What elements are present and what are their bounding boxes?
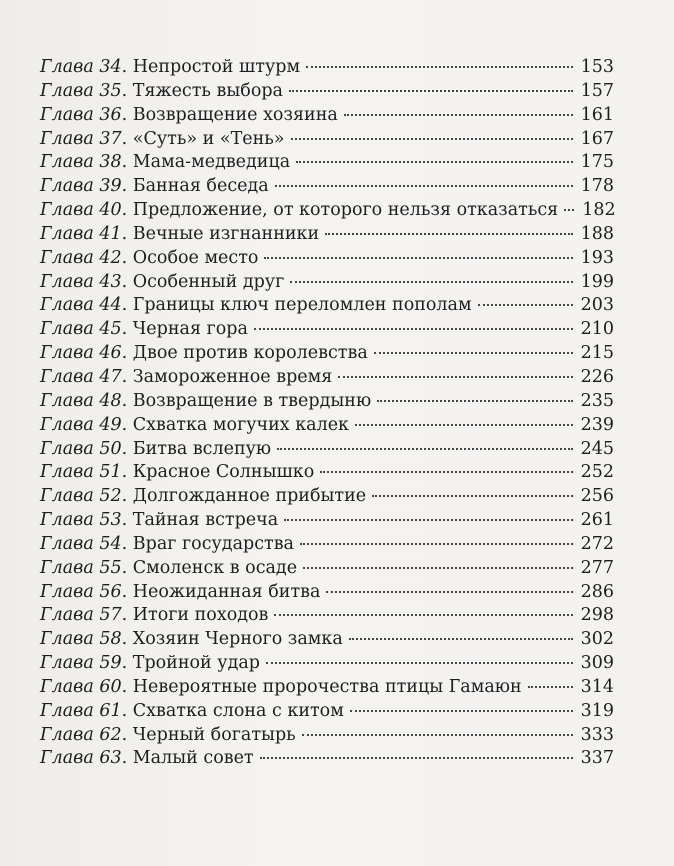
page-number: 188: [580, 223, 614, 244]
chapter-label: Глава 58: [40, 629, 122, 650]
toc-entry: [40, 175, 614, 199]
dot-leader: [350, 710, 573, 712]
chapter-label: Глава 42: [40, 247, 122, 268]
dot-leader: [284, 519, 572, 521]
chapter-label: Глава 56: [40, 581, 122, 602]
dot-leader: [325, 233, 572, 235]
label-separator: .: [121, 653, 133, 674]
label-separator: .: [121, 223, 133, 244]
chapter-title: Черный богатырь: [132, 724, 296, 745]
chapter-title: Предложение, от которого нельзя отказаться: [132, 200, 559, 221]
label-separator: .: [121, 557, 133, 578]
page-number: 256: [580, 486, 614, 507]
label-separator: .: [121, 57, 133, 77]
toc-entry: [40, 652, 614, 676]
label-separator: .: [121, 486, 133, 507]
dot-leader: [254, 328, 573, 330]
label-separator: .: [121, 271, 133, 292]
label-separator: .: [121, 104, 133, 125]
chapter-label: Глава 53: [40, 510, 122, 531]
page-number: 239: [580, 414, 614, 435]
page-number: 314: [580, 676, 614, 697]
dot-leader: [291, 138, 573, 140]
chapter-label: Глава 57: [40, 605, 122, 626]
toc-entry: [40, 128, 614, 152]
dot-leader: [564, 209, 574, 211]
chapter-label: Глава 44: [40, 295, 122, 316]
chapter-title: Замороженное время: [132, 366, 333, 387]
chapter-label: Глава 34: [40, 57, 122, 77]
chapter-title: Итоги походов: [132, 605, 269, 626]
page-number: 226: [580, 366, 614, 387]
page-number: 333: [580, 724, 614, 745]
label-separator: .: [121, 343, 133, 364]
chapter-label: Глава 38: [40, 152, 122, 173]
label-separator: .: [121, 605, 133, 626]
toc-entry: [40, 390, 614, 414]
page-number: 203: [580, 295, 614, 316]
chapter-title: Тройной удар: [132, 653, 260, 674]
chapter-label: Глава 60: [40, 676, 122, 697]
dot-leader: [302, 734, 573, 736]
chapter-title: Долгожданное прибытие: [132, 486, 367, 507]
chapter-label: Глава 54: [40, 533, 122, 554]
chapter-title: Схватка слона с китом: [132, 700, 344, 721]
label-separator: .: [121, 414, 133, 435]
chapter-label: Глава 52: [40, 486, 122, 507]
chapter-label: Глава 39: [40, 176, 122, 197]
toc-entry: [40, 676, 614, 700]
chapter-title: Неожиданная битва: [132, 581, 321, 602]
chapter-title: Смоленск в осаде: [132, 557, 298, 578]
page-number: 210: [580, 319, 614, 340]
chapter-title: Возвращение хозяина: [132, 104, 338, 125]
chapter-label: Глава 45: [40, 319, 122, 340]
chapter-title: Тяжесть выбора: [132, 80, 283, 101]
toc-entry: [40, 628, 614, 652]
chapter-label: Глава 35: [40, 80, 122, 101]
label-separator: .: [121, 462, 133, 483]
label-separator: .: [121, 128, 133, 149]
dot-leader: [264, 257, 572, 259]
page-number: 178: [580, 176, 614, 197]
toc-entry: [40, 557, 614, 581]
toc-entry: [40, 56, 614, 80]
toc-entry: [40, 724, 614, 748]
chapter-title: Особенный друг: [132, 271, 285, 292]
toc-entry: [40, 199, 614, 223]
chapter-title: Красное Солнышко: [132, 462, 315, 483]
page-number: 167: [580, 128, 614, 149]
label-separator: .: [121, 200, 133, 221]
label-separator: .: [121, 295, 133, 316]
table-of-contents: [40, 56, 614, 771]
page-number: 161: [580, 104, 614, 125]
chapter-label: Глава 51: [40, 462, 122, 483]
toc-entry: [40, 414, 614, 438]
dot-leader: [374, 352, 573, 354]
label-separator: .: [121, 390, 133, 411]
label-separator: .: [121, 366, 133, 387]
dot-leader: [306, 66, 573, 68]
dot-leader: [478, 304, 573, 306]
dot-leader: [300, 543, 573, 545]
toc-entry: [40, 700, 614, 724]
dot-leader: [377, 400, 572, 402]
toc-entry: [40, 294, 614, 318]
chapter-title: Битва вслепую: [132, 438, 272, 459]
dot-leader: [289, 90, 573, 92]
toc-entry: [40, 438, 614, 462]
dot-leader: [344, 114, 573, 116]
dot-leader: [290, 281, 572, 283]
toc-entry: [40, 581, 614, 605]
dot-leader: [275, 185, 573, 187]
chapter-label: Глава 46: [40, 343, 122, 364]
chapter-label: Глава 63: [40, 748, 122, 769]
label-separator: .: [121, 581, 133, 602]
dot-leader: [266, 662, 573, 664]
page-number: 261: [580, 510, 614, 531]
toc-entry: [40, 104, 614, 128]
toc-entry: [40, 80, 614, 104]
chapter-title: Хозяин Черного замка: [132, 629, 343, 650]
chapter-title: «Суть» и «Тень»: [132, 128, 285, 149]
page-number: 215: [580, 343, 614, 364]
label-separator: .: [121, 510, 133, 531]
page-number: 182: [582, 200, 616, 221]
chapter-title: Схватка могучих калек: [132, 414, 349, 435]
chapter-title: Возвращение в твердыню: [132, 390, 372, 411]
page-number: 153: [580, 57, 614, 77]
page-number: 286: [580, 581, 614, 602]
page-number: 193: [580, 247, 614, 268]
page-number: 277: [580, 557, 614, 578]
dot-leader: [303, 567, 573, 569]
chapter-label: Глава 37: [40, 128, 122, 149]
chapter-label: Глава 59: [40, 653, 122, 674]
chapter-label: Глава 61: [40, 700, 122, 721]
chapter-label: Глава 36: [40, 104, 122, 125]
dot-leader: [277, 448, 572, 450]
page-number: 235: [580, 390, 614, 411]
toc-entry: [40, 318, 614, 342]
toc-entry: [40, 342, 614, 366]
chapter-label: Глава 49: [40, 414, 122, 435]
chapter-title: Тайная встреча: [132, 510, 279, 531]
chapter-title: Враг государства: [132, 533, 294, 554]
chapter-label: Глава 55: [40, 557, 122, 578]
chapter-title: Двое против королевства: [132, 343, 368, 364]
toc-entry: [40, 151, 614, 175]
label-separator: .: [121, 533, 133, 554]
chapter-label: Глава 40: [40, 200, 122, 221]
toc-entry: [40, 747, 614, 771]
chapter-title: Границы ключ переломлен пополам: [132, 295, 472, 316]
dot-leader: [274, 614, 572, 616]
label-separator: .: [121, 152, 133, 173]
label-separator: .: [121, 80, 133, 101]
toc-entry: [40, 223, 614, 247]
page-number: 157: [580, 80, 614, 101]
page-number: 199: [580, 271, 614, 292]
page-number: 175: [580, 152, 614, 173]
label-separator: .: [121, 724, 133, 745]
chapter-title: Мама-медведица: [132, 152, 291, 173]
chapter-label: Глава 62: [40, 724, 122, 745]
page-number: 302: [580, 629, 614, 650]
chapter-title: Невероятные пророчества птицы Гамаюн: [132, 676, 522, 697]
toc-entry: [40, 366, 614, 390]
page-number: 309: [580, 653, 614, 674]
dot-leader: [349, 638, 573, 640]
toc-entry: [40, 604, 614, 628]
label-separator: .: [121, 176, 133, 197]
dot-leader: [338, 376, 572, 378]
page-number: 298: [580, 605, 614, 626]
dot-leader: [355, 424, 573, 426]
chapter-label: Глава 43: [40, 271, 122, 292]
toc-entry: [40, 533, 614, 557]
label-separator: .: [121, 748, 133, 769]
label-separator: .: [121, 629, 133, 650]
label-separator: .: [121, 319, 133, 340]
label-separator: .: [121, 247, 133, 268]
label-separator: .: [121, 676, 133, 697]
dot-leader: [320, 471, 572, 473]
toc-entry: [40, 485, 614, 509]
toc-entry: [40, 509, 614, 533]
toc-entry: [40, 247, 614, 271]
page-number: 319: [580, 700, 614, 721]
toc-entry: [40, 461, 614, 485]
toc-entry: [40, 271, 614, 295]
chapter-label: Глава 47: [40, 366, 122, 387]
chapter-title: Малый совет: [132, 748, 254, 769]
chapter-title: Непростой штурм: [132, 57, 301, 77]
dot-leader: [260, 757, 573, 759]
dot-leader: [326, 591, 572, 593]
page-number: 337: [580, 748, 614, 769]
page-number: 245: [580, 438, 614, 459]
chapter-title: Черная гора: [132, 319, 248, 340]
chapter-label: Глава 41: [40, 223, 122, 244]
chapter-label: Глава 50: [40, 438, 122, 459]
dot-leader: [528, 686, 573, 688]
chapter-label: Глава 48: [40, 390, 122, 411]
dot-leader: [296, 161, 572, 163]
dot-leader: [372, 495, 572, 497]
page-number: 272: [580, 533, 614, 554]
label-separator: .: [121, 700, 133, 721]
label-separator: .: [121, 438, 133, 459]
page-number: 252: [580, 462, 614, 483]
chapter-title: Вечные изгнанники: [132, 223, 320, 244]
chapter-title: Банная беседа: [132, 176, 269, 197]
chapter-title: Особое место: [132, 247, 259, 268]
